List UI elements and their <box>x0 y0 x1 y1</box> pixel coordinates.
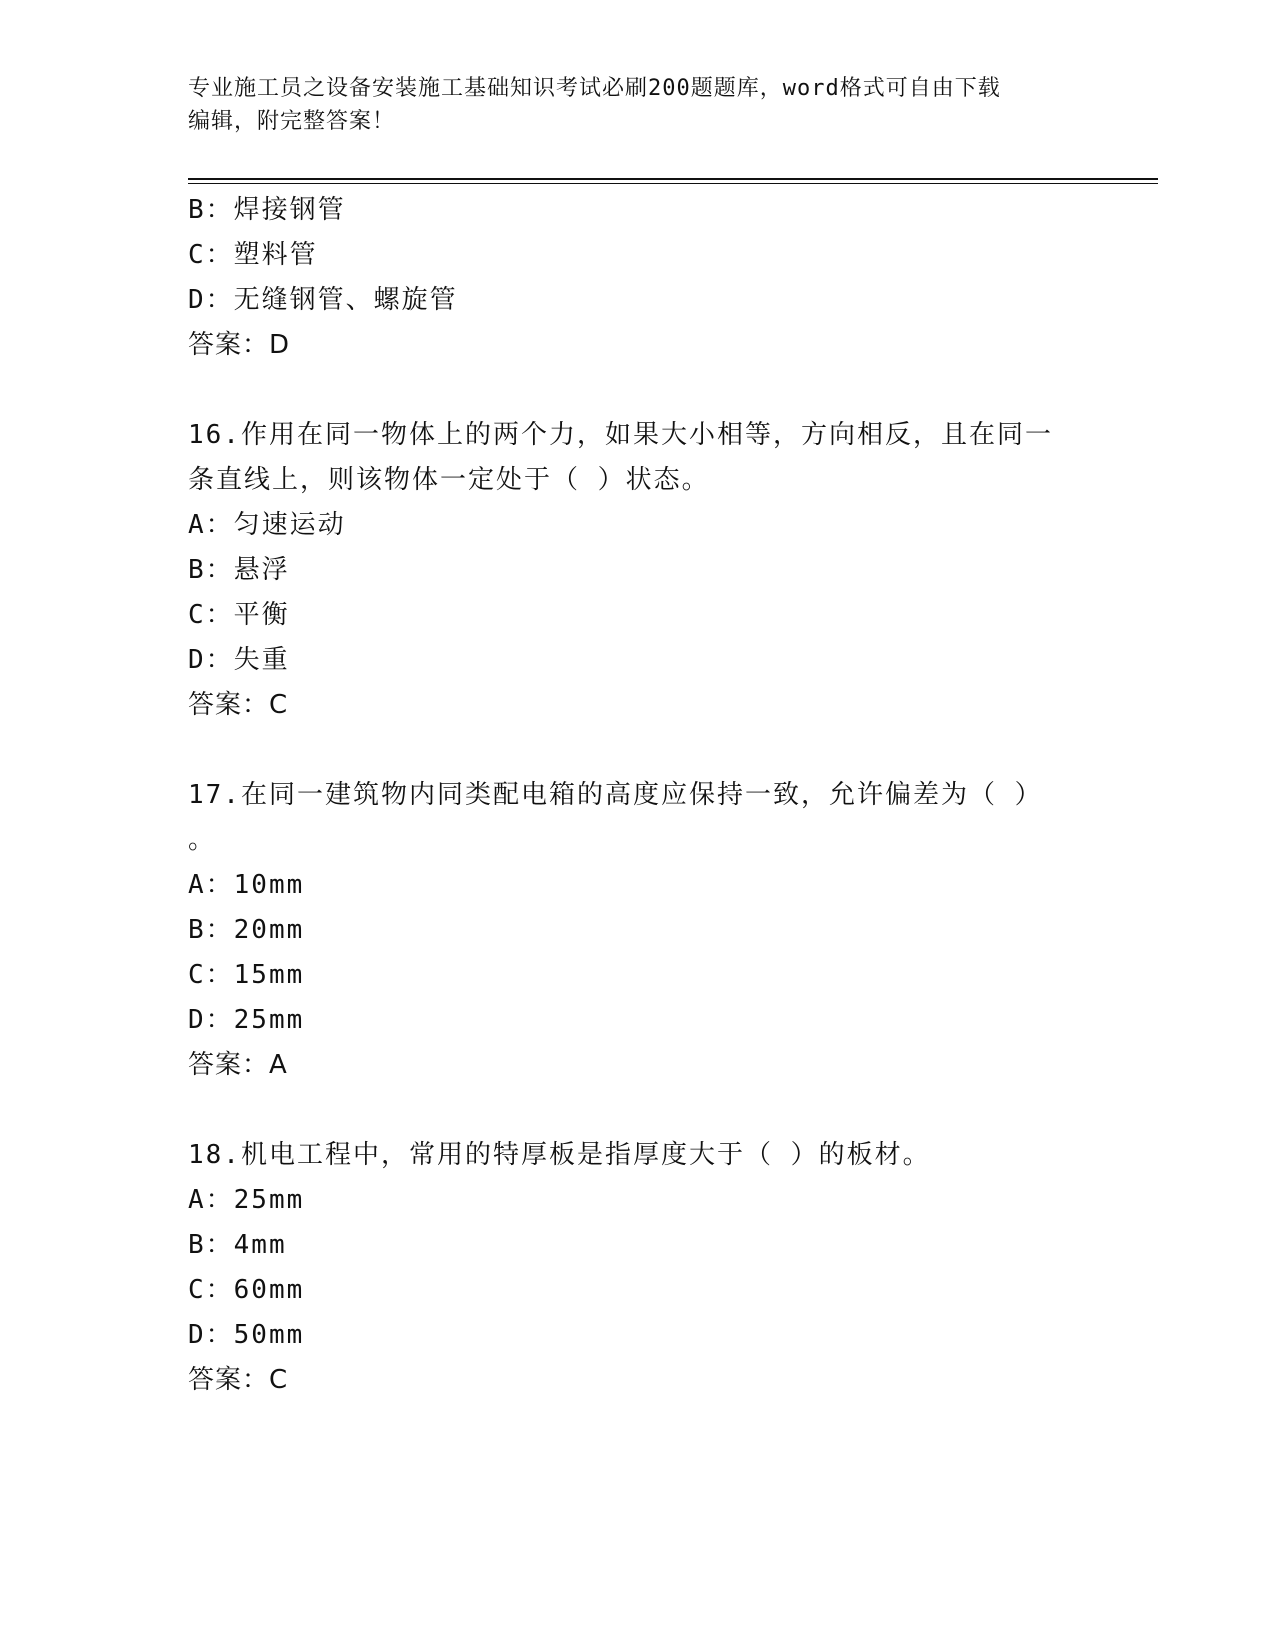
q17-option-c: C：15mm <box>188 960 305 990</box>
q15-answer: 答案：D <box>188 330 291 360</box>
q16-stem-line-1: 16.作用在同一物体上的两个力，如果大小相等，方向相反，且在同一 <box>188 420 1053 450</box>
q17-answer: 答案：A <box>188 1050 288 1080</box>
q18-option-b: B：4mm <box>188 1230 287 1260</box>
q17-option-a: A：10mm <box>188 870 305 900</box>
q16-option-a: A：匀速运动 <box>188 510 346 540</box>
header-divider-thin <box>188 183 1158 184</box>
q18-stem-line-1: 18.机电工程中，常用的特厚板是指厚度大于（ ）的板材。 <box>188 1140 931 1170</box>
q17-stem-line-1: 17.在同一建筑物内同类配电箱的高度应保持一致，允许偏差为（ ） <box>188 780 1043 810</box>
q16-stem-line-2: 条直线上，则该物体一定处于（ ）状态。 <box>188 465 710 495</box>
q15-option-c: C：塑料管 <box>188 240 318 270</box>
q18-option-a: A：25mm <box>188 1185 305 1215</box>
q16-answer: 答案：C <box>188 690 289 720</box>
q16-option-b: B：悬浮 <box>188 555 290 585</box>
header-divider-thick <box>188 178 1158 180</box>
q15-option-d: D：无缝钢管、螺旋管 <box>188 285 458 315</box>
q16-option-c: C：平衡 <box>188 600 290 630</box>
q18-answer: 答案：C <box>188 1365 289 1395</box>
header-line-1: 专业施工员之设备安装施工基础知识考试必刷200题题库，word格式可自由下载 <box>188 76 1001 101</box>
q16-option-d: D：失重 <box>188 645 290 675</box>
q17-option-b: B：20mm <box>188 915 305 945</box>
q18-option-c: C：60mm <box>188 1275 305 1305</box>
q17-stem-line-2: 。 <box>188 825 217 855</box>
header-line-2: 编辑，附完整答案！ <box>188 109 396 134</box>
q17-option-d: D：25mm <box>188 1005 305 1035</box>
q15-option-b: B：焊接钢管 <box>188 195 346 225</box>
document-header <box>188 72 1088 138</box>
q18-option-d: D：50mm <box>188 1320 305 1350</box>
